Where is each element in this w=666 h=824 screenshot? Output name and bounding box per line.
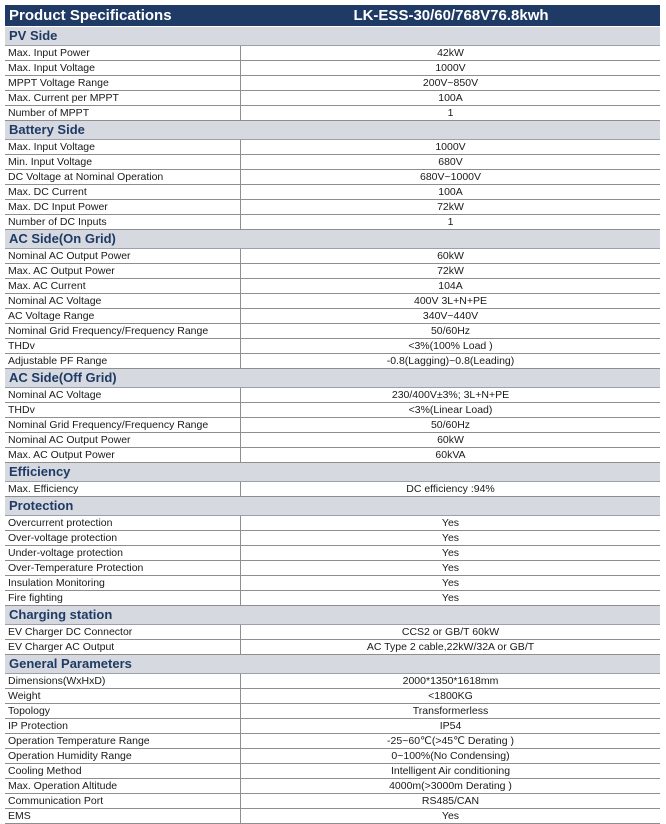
- spec-label: THDv: [5, 339, 241, 353]
- model-name: LK-ESS-30/60/768V76.8kwh: [353, 7, 549, 24]
- spec-value: 60kW: [437, 250, 464, 262]
- spec-label: Number of MPPT: [5, 106, 241, 120]
- spec-row: [5, 279, 660, 294]
- spec-label: IP Protection: [5, 719, 241, 733]
- spec-value: 680V: [438, 156, 463, 168]
- spec-label: MPPT Voltage Range: [5, 76, 241, 90]
- spec-row: [5, 76, 660, 91]
- spec-label: EV Charger DC Connector: [5, 625, 241, 639]
- spec-label: Max. Input Voltage: [5, 140, 241, 154]
- spec-row: [5, 764, 660, 779]
- section-title: AC Side(Off Grid): [5, 369, 660, 388]
- spec-value: <3%(100% Load ): [408, 340, 493, 352]
- spec-row: [5, 689, 660, 704]
- spec-value: Yes: [441, 532, 460, 544]
- spec-row: [5, 170, 660, 185]
- spec-row: [5, 294, 660, 309]
- spec-value: 1: [447, 216, 454, 228]
- spec-label: Nominal Grid Frequency/Frequency Range: [5, 418, 241, 432]
- spec-value: 400V 3L+N+PE: [414, 295, 487, 307]
- spec-value: -25~60℃(>45℃ Derating ): [387, 735, 514, 747]
- spec-row: [5, 403, 660, 418]
- spec-value: 60kVA: [435, 449, 466, 461]
- spec-label: Nominal AC Voltage: [5, 388, 241, 402]
- spec-value: RS485/CAN: [421, 795, 480, 807]
- spec-value: 4000m(>3000m Derating ): [389, 780, 512, 792]
- section-title: General Parameters: [5, 655, 660, 674]
- spec-row: [5, 215, 660, 230]
- spec-value: 72kW: [437, 201, 464, 213]
- spec-row: [5, 418, 660, 433]
- spec-label: Communication Port: [5, 794, 241, 808]
- spec-label: Max. DC Current: [5, 185, 241, 199]
- spec-label: DC Voltage at Nominal Operation: [5, 170, 241, 184]
- section-title: Battery Side: [5, 121, 660, 140]
- spec-value: 340V~440V: [422, 310, 479, 322]
- spec-row: [5, 625, 660, 640]
- spec-label: Max. DC Input Power: [5, 200, 241, 214]
- spec-row: [5, 809, 660, 824]
- spec-label: Weight: [5, 689, 241, 703]
- spec-value: 680V~1000V: [419, 171, 482, 183]
- spec-value: Yes: [441, 517, 460, 529]
- spec-value: 200V~850V: [422, 77, 479, 89]
- spec-label: EMS: [5, 809, 241, 823]
- spec-label: Insulation Monitoring: [5, 576, 241, 590]
- spec-value: 104A: [438, 280, 463, 292]
- spec-row: [5, 561, 660, 576]
- spec-row: [5, 106, 660, 121]
- spec-row: [5, 339, 660, 354]
- spec-label: Dimensions(WxHxD): [5, 674, 241, 688]
- spec-label: Max. Efficiency: [5, 482, 241, 496]
- spec-label: THDv: [5, 403, 241, 417]
- spec-row: [5, 185, 660, 200]
- spec-row: [5, 516, 660, 531]
- spec-label: Nominal Grid Frequency/Frequency Range: [5, 324, 241, 338]
- spec-row: [5, 155, 660, 170]
- spec-label: Nominal AC Output Power: [5, 433, 241, 447]
- spec-value: 60kW: [437, 434, 464, 446]
- section-title: Efficiency: [5, 463, 660, 482]
- spec-row: [5, 674, 660, 689]
- spec-label: Fire fighting: [5, 591, 241, 605]
- spec-label: Max. AC Output Power: [5, 448, 241, 462]
- spec-row: [5, 61, 660, 76]
- spec-row: [5, 140, 660, 155]
- spec-value: 42kW: [437, 47, 464, 59]
- spec-value: IP54: [439, 720, 462, 732]
- spec-label: Cooling Method: [5, 764, 241, 778]
- spec-label: Max. Operation Altitude: [5, 779, 241, 793]
- spec-value: 100A: [438, 92, 463, 104]
- spec-row: [5, 749, 660, 764]
- spec-label: Overcurrent protection: [5, 516, 241, 530]
- spec-row: [5, 448, 660, 463]
- spec-value: 0~100%(No Condensing): [391, 750, 510, 762]
- spec-row: [5, 734, 660, 749]
- spec-label: Operation Humidity Range: [5, 749, 241, 763]
- spec-value: Transformerless: [412, 705, 489, 717]
- spec-label: AC Voltage Range: [5, 309, 241, 323]
- spec-row: [5, 591, 660, 606]
- spec-label: Operation Temperature Range: [5, 734, 241, 748]
- spec-row: [5, 91, 660, 106]
- spec-label: Max. Input Power: [5, 46, 241, 60]
- spec-value: Yes: [441, 562, 460, 574]
- spec-label: Nominal AC Voltage: [5, 294, 241, 308]
- spec-row: [5, 264, 660, 279]
- spec-label: Under-voltage protection: [5, 546, 241, 560]
- section-title: PV Side: [5, 27, 660, 46]
- section-title: AC Side(On Grid): [5, 230, 660, 249]
- spec-value: 1: [447, 107, 454, 119]
- spec-row: [5, 46, 660, 61]
- spec-value: 230/400V±3%; 3L+N+PE: [391, 389, 510, 401]
- section-title: Charging station: [5, 606, 660, 625]
- spec-row: [5, 249, 660, 264]
- spec-value: 1000V: [435, 141, 466, 153]
- spec-row: [5, 719, 660, 734]
- spec-row: [5, 200, 660, 215]
- spec-label: Max. AC Output Power: [5, 264, 241, 278]
- table-body: [5, 27, 660, 824]
- spec-value: AC Type 2 cable,22kW/32A or GB/T: [366, 641, 535, 653]
- spec-row: [5, 640, 660, 655]
- spec-value: Yes: [441, 592, 460, 604]
- spec-label: Max. AC Current: [5, 279, 241, 293]
- spec-label: Max. Input Voltage: [5, 61, 241, 75]
- spec-value: <3%(Linear Load): [408, 404, 493, 416]
- table-title: Product Specifications: [9, 7, 172, 24]
- table-header: [5, 5, 660, 27]
- spec-row: [5, 309, 660, 324]
- spec-row: [5, 576, 660, 591]
- spec-row: [5, 354, 660, 369]
- spec-row: [5, 433, 660, 448]
- spec-label: Adjustable PF Range: [5, 354, 241, 368]
- spec-label: Min. Input Voltage: [5, 155, 241, 169]
- spec-value: 72kW: [437, 265, 464, 277]
- spec-label: Nominal AC Output Power: [5, 249, 241, 263]
- spec-label: Over-Temperature Protection: [5, 561, 241, 575]
- spec-value: 1000V: [435, 62, 466, 74]
- spec-row: [5, 531, 660, 546]
- spec-value: 50/60Hz: [430, 419, 471, 431]
- spec-label: Number of DC Inputs: [5, 215, 241, 229]
- spec-table: [5, 5, 660, 824]
- spec-value: Yes: [441, 547, 460, 559]
- spec-value: DC efficiency :94%: [406, 483, 495, 495]
- spec-row: [5, 482, 660, 497]
- spec-label: EV Charger AC Output: [5, 640, 241, 654]
- spec-row: [5, 324, 660, 339]
- section-title: Protection: [5, 497, 660, 516]
- spec-value: <1800KG: [428, 690, 473, 702]
- spec-row: [5, 704, 660, 719]
- spec-value: Yes: [441, 810, 460, 822]
- spec-value: Yes: [441, 577, 460, 589]
- spec-label: Over-voltage protection: [5, 531, 241, 545]
- spec-value: Intelligent Air conditioning: [390, 765, 511, 777]
- spec-value: 2000*1350*1618mm: [402, 675, 499, 687]
- spec-label: Topology: [5, 704, 241, 718]
- spec-row: [5, 546, 660, 561]
- spec-label: Max. Current per MPPT: [5, 91, 241, 105]
- spec-value: 100A: [438, 186, 463, 198]
- spec-value: -0.8(Lagging)~0.8(Leading): [386, 355, 515, 367]
- spec-row: [5, 779, 660, 794]
- spec-value: CCS2 or GB/T 60kW: [401, 626, 500, 638]
- spec-value: 50/60Hz: [430, 325, 471, 337]
- spec-row: [5, 388, 660, 403]
